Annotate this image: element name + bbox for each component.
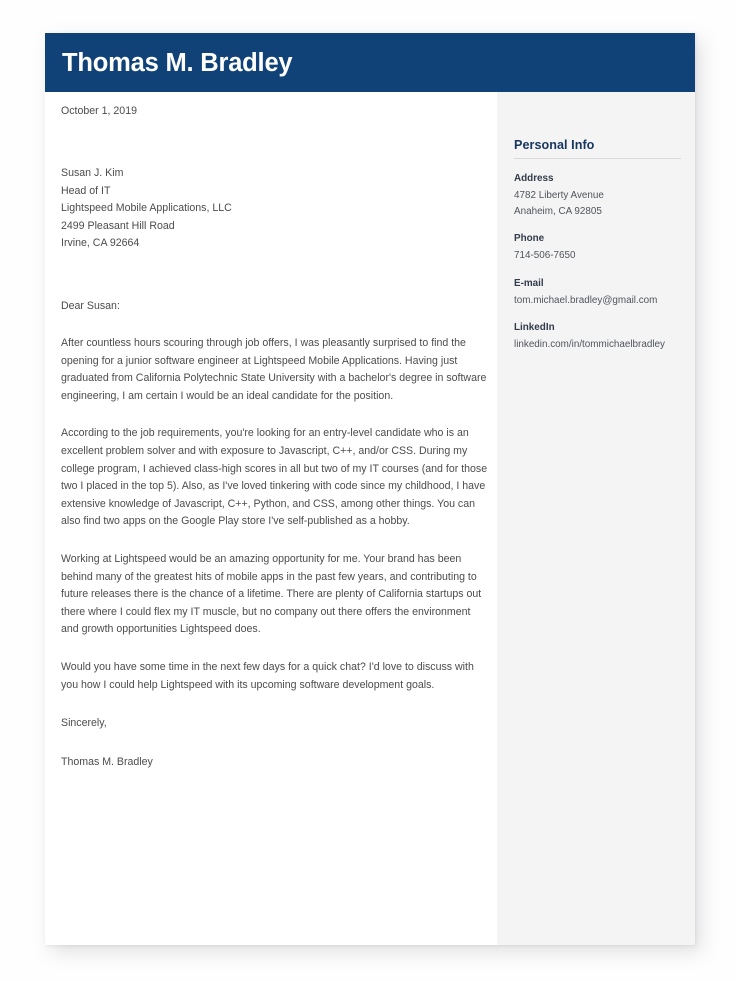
document-page — [45, 33, 695, 945]
letter-signature: Thomas M. Bradley — [61, 755, 153, 768]
letter-paragraph-4: Would you have some time in the next few days for a quick chat? I'd love to discuss with you how I could help Lightspeed with its upcoming software development goals. — [61, 660, 474, 691]
sidebar-group-linkedin — [514, 320, 686, 353]
sidebar-value-address-city: Anaheim, CA 92805 — [514, 205, 602, 217]
personal-info-sidebar — [497, 92, 695, 945]
letter-salutation: Dear Susan: — [61, 299, 120, 312]
sidebar-label-address: Address — [514, 173, 554, 184]
sidebar-divider — [514, 158, 681, 159]
recipient-address-block — [61, 165, 489, 253]
sidebar-group-address — [514, 171, 686, 219]
recipient-title: Head of IT — [61, 184, 111, 197]
sidebar-group-phone — [514, 231, 686, 264]
sidebar-content — [514, 138, 686, 365]
document-columns — [45, 92, 695, 945]
document-header-band — [45, 33, 695, 92]
recipient-company: Lightspeed Mobile Applications, LLC — [61, 202, 232, 214]
recipient-street: 2499 Pleasant Hill Road — [61, 219, 175, 232]
letter-closing: Sincerely, — [61, 717, 107, 730]
recipient-name: Susan J. Kim — [61, 167, 124, 179]
letter-column — [45, 92, 497, 945]
sidebar-value-address-street: 4782 Liberty Avenue — [514, 190, 604, 201]
letter-content — [61, 103, 489, 771]
letter-paragraph-2: According to the job requirements, you're looking for an entry-level candidate who is an excellent problem solver and with exposure to Javascript, C++, and/or CSS. During my college program, I achieved class-high scores in all but two of my IT courses (and for those two I placed in the top 5). Also, as I've loved tinkering with code since my childhood, I have extensive knowledge of Javascript, C++, Python, and CSS, among other things. You can also find two apps on the Google Play store I've self-published as a hobby. — [61, 427, 488, 528]
letter-paragraph-1: After countless hours scouring through job offers, I was pleasantly surprised to find the opening for a junior software engineer at Lightspeed Mobile Applications. Having just graduated from California Polytechnic State University with a bachelor's degree in software engineering, I am certain I would be an ideal candidate for the position. — [61, 337, 487, 402]
letter-paragraph-3: Working at Lightspeed would be an amazing opportunity for me. Your brand has been behind many of the greatest hits of mobile apps in the past few years, and contributing to future releases there is the chance of a lifetime. There are plenty of California startups out there where I could flex my IT muscle, but no company out there offers the environment and growth opportunities Lightspeed does. — [61, 552, 482, 636]
sidebar-heading: Personal Info — [514, 138, 595, 152]
sidebar-group-email — [514, 276, 686, 309]
sidebar-value-phone[interactable]: 714-506-7650 — [514, 250, 576, 261]
page-title: Thomas M. Bradley — [62, 49, 293, 77]
sidebar-label-email: E-mail — [514, 277, 544, 289]
sidebar-value-linkedin[interactable]: linkedin.com/in/tommichaelbradley — [514, 339, 665, 350]
sidebar-value-email[interactable]: tom.michael.bradley@gmail.com — [514, 294, 658, 306]
recipient-city: Irvine, CA 92664 — [61, 237, 140, 249]
sidebar-label-phone: Phone — [514, 233, 545, 244]
letter-date: October 1, 2019 — [61, 105, 137, 117]
sidebar-label-linkedin: LinkedIn — [514, 322, 555, 333]
